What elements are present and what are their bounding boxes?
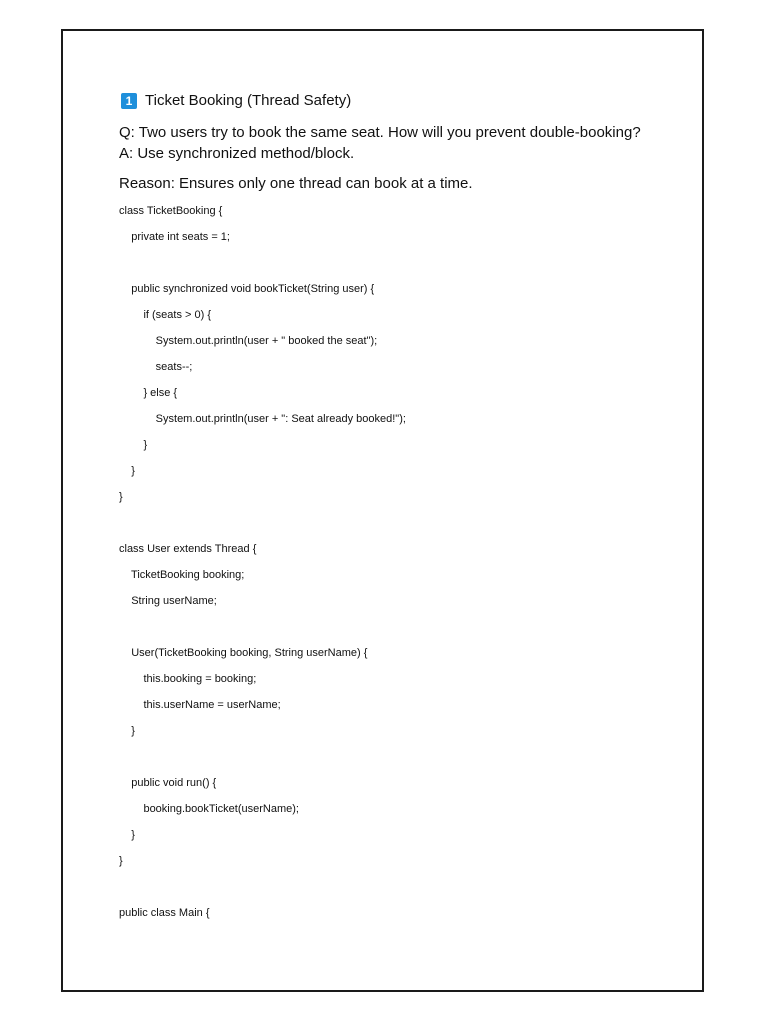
code-line: booking.bookTicket(userName); bbox=[119, 803, 299, 815]
question-answer-block bbox=[119, 122, 641, 164]
reason-text: Reason: Ensures only one thread can book at a time. bbox=[119, 175, 473, 192]
code-line: class TicketBooking { bbox=[119, 205, 223, 217]
code-line: String userName; bbox=[119, 595, 217, 607]
code-line: System.out.println(user + " booked the seat"); bbox=[119, 335, 378, 347]
code-line bbox=[119, 513, 406, 539]
code-line: if (seats > 0) { bbox=[119, 309, 212, 321]
code-line: this.userName = userName; bbox=[119, 699, 281, 711]
code-line: } bbox=[119, 465, 135, 477]
code-line: class User extends Thread { bbox=[119, 543, 257, 555]
code-line: this.booking = booking; bbox=[119, 673, 257, 685]
code-line: } bbox=[119, 491, 123, 503]
number-badge-icon: 1 bbox=[121, 93, 137, 109]
code-line: private int seats = 1; bbox=[119, 231, 230, 243]
question-text: Q: Two users try to book the same seat. How will you prevent double-booking? bbox=[119, 124, 641, 141]
section-title: Ticket Booking (Thread Safety) bbox=[145, 92, 352, 109]
code-line: } bbox=[119, 725, 135, 737]
code-block bbox=[119, 201, 406, 929]
code-line: } bbox=[119, 439, 148, 451]
code-line: } else { bbox=[119, 387, 178, 399]
code-line: User(TicketBooking booking, String userName) { bbox=[119, 647, 368, 659]
code-line: public synchronized void bookTicket(String user) { bbox=[119, 283, 375, 295]
code-line bbox=[119, 253, 406, 279]
document-page bbox=[61, 29, 704, 992]
code-line: } bbox=[119, 829, 135, 841]
code-line: System.out.println(user + ": Seat already booked!"); bbox=[119, 413, 406, 425]
answer-text: A: Use synchronized method/block. bbox=[119, 145, 355, 162]
code-line bbox=[119, 617, 406, 643]
code-line: public class Main { bbox=[119, 907, 210, 919]
code-line bbox=[119, 877, 406, 903]
code-line: TicketBooking booking; bbox=[119, 569, 245, 581]
section-heading bbox=[121, 91, 351, 111]
code-line: public void run() { bbox=[119, 777, 217, 789]
code-line: } bbox=[119, 855, 123, 867]
code-line: seats--; bbox=[119, 361, 193, 373]
code-line bbox=[119, 747, 406, 773]
